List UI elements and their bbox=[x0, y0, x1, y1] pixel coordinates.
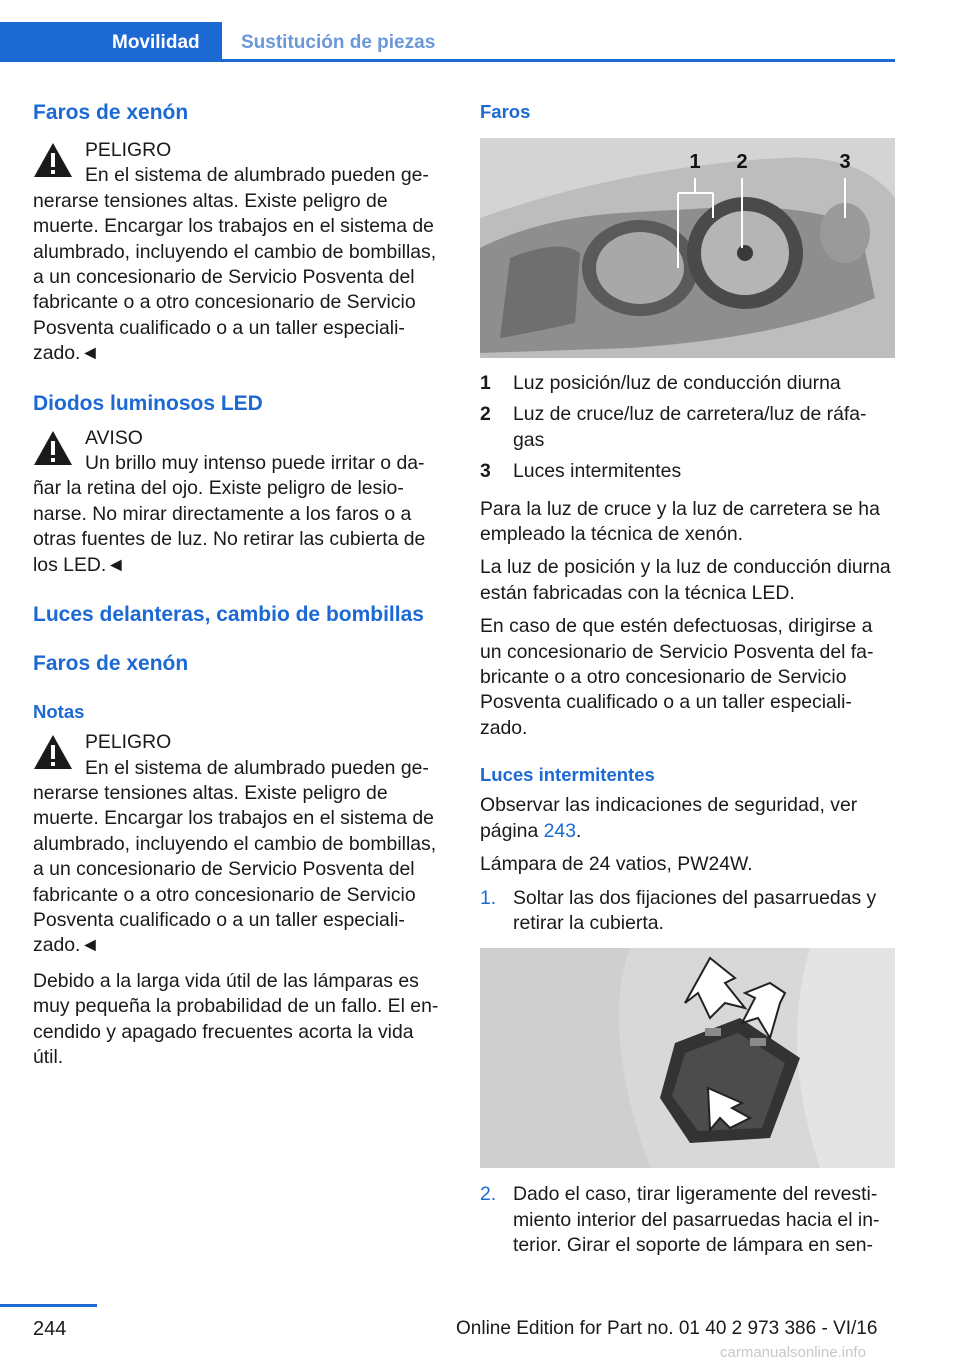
warning-text-first-line: En el sistema de alumbrado pueden ge- bbox=[85, 164, 429, 187]
step-text: Soltar las dos fijaciones del pasarruedas y retirar la cubierta. bbox=[513, 886, 877, 934]
figure-label-3: 3 bbox=[839, 151, 851, 173]
warning-label: PELIGRO bbox=[85, 139, 172, 161]
tab-sustitucion-de-piezas[interactable]: Sustitución de piezas bbox=[241, 32, 436, 53]
subsection-title-notas: Notas bbox=[33, 701, 85, 723]
legend-text: Luces intermitentes bbox=[513, 460, 682, 483]
page-link-243[interactable]: 243 bbox=[543, 819, 576, 842]
left-column bbox=[33, 100, 447, 1070]
warning-text: nerarse tensiones altas. Existe peligro de muerte. Encargar los trabajos en el sistema de alumbrado, incluyendo el cambio de bombillas, a un concesionario de Servicio Posventa del fabricante o a otro concesionario de Servicio Posventa cualificado o a un taller especiali-zado.◄ bbox=[33, 189, 437, 365]
step-text: Dado el caso, tirar ligeramente del revesti-miento interior del pasarruedas hacia el in-terior. Girar el soporte de lámpara en sen- bbox=[513, 1183, 880, 1257]
paragraph-seguridad-text: Observar las indicaciones de seguridad, ver página bbox=[480, 794, 858, 842]
figure-legend bbox=[480, 371, 894, 485]
paragraph-vida-util: Debido a la larga vida útil de las lámparas es muy pequeña la probabilidad de un fallo. El en-cendido y apagado frecuentes acorta la vida útil. bbox=[33, 969, 439, 1068]
watermark: carmanualsonline.info bbox=[720, 1344, 866, 1361]
warning-text: nerarse tensiones altas. Existe peligro de muerte. Encargar los trabajos en el sistema de alumbrado, incluyendo el cambio de bombillas, a un concesionario de Servicio Posventa del fabricante o a otro concesionario de Servicio Posventa cualificado o a un taller especiali-zado.◄ bbox=[33, 781, 437, 957]
step-number: 1. bbox=[480, 886, 497, 909]
legend-number: 3 bbox=[480, 460, 491, 483]
figure-label-1: 1 bbox=[689, 151, 701, 173]
warning-text-first-line: Un brillo muy intenso puede irritar o da- bbox=[85, 452, 425, 475]
paragraph-led: La luz de posición y la luz de conducción diurna están fabricadas con la técnica LED. bbox=[480, 556, 891, 604]
legend-text: Luz posición/luz de conducción diurna bbox=[513, 372, 841, 394]
step-item bbox=[480, 1182, 894, 1258]
section-title-faros-xenon-2: Faros de xenón bbox=[33, 652, 189, 676]
subsection-title-luces-intermitentes: Luces intermitentes bbox=[480, 764, 655, 786]
warning-label: PELIGRO bbox=[85, 731, 172, 754]
legend-item bbox=[480, 371, 894, 396]
edition-text: Online Edition for Part no. 01 40 2 973 386 - VI/16 bbox=[456, 1318, 878, 1339]
section-title-diodos-led: Diodos luminosos LED bbox=[33, 391, 263, 415]
warning-triangle-icon bbox=[33, 734, 73, 770]
paragraph-seguridad-end: . bbox=[575, 819, 582, 842]
warning-label: AVISO bbox=[85, 426, 143, 449]
figure-label-2: 2 bbox=[736, 151, 748, 173]
footer-rule bbox=[0, 1304, 97, 1307]
section-title-luces-delanteras: Luces delanteras, cambio de bombillas bbox=[33, 603, 424, 627]
warning-triangle-icon bbox=[33, 142, 73, 178]
paragraph-lampara: Lámpara de 24 vatios, PW24W. bbox=[480, 853, 753, 876]
legend-text: Luz de cruce/luz de carretera/luz de ráfa-gas bbox=[513, 403, 867, 451]
section-title-faros: Faros bbox=[480, 101, 531, 122]
page-number: 244 bbox=[33, 1318, 67, 1340]
tab-movilidad[interactable]: Movilidad bbox=[112, 32, 200, 53]
step-item bbox=[480, 886, 894, 937]
warning-text: ñar la retina del ojo. Existe peligro de lesio-narse. No mirar directamente a los faros o a otras fuentes de luz. No retirar las cubierta de los LED.◄ bbox=[33, 477, 426, 576]
legend-item bbox=[480, 402, 894, 453]
header-rule bbox=[222, 59, 895, 62]
page-header bbox=[0, 0, 895, 62]
legend-number: 1 bbox=[480, 372, 491, 394]
warning-text-first-line: En el sistema de alumbrado pueden ge- bbox=[85, 756, 429, 779]
warning-triangle-icon bbox=[33, 430, 73, 466]
step-number: 2. bbox=[480, 1183, 497, 1206]
warning-block-aviso bbox=[33, 426, 447, 477]
paragraph-seguridad bbox=[480, 793, 894, 844]
headlight-figure bbox=[480, 138, 895, 358]
warning-block-peligro-2 bbox=[33, 730, 447, 781]
paragraph-xenon: Para la luz de cruce y la luz de carretera se ha empleado la técnica de xenón. bbox=[480, 497, 880, 546]
legend-number: 2 bbox=[480, 403, 491, 426]
section-title-faros-xenon: Faros de xenón bbox=[33, 101, 189, 124]
warning-block-peligro bbox=[33, 138, 447, 189]
legend-item bbox=[480, 459, 894, 484]
right-column bbox=[480, 100, 894, 1259]
paragraph-defectuosas: En caso de que estén defectuosas, dirigirse a un concesionario de Servicio Posventa del fa-bricante o a otro concesionario de Servicio Posventa cualificado o a un taller especiali-zado. bbox=[480, 615, 874, 739]
wheel-arch-figure bbox=[480, 948, 895, 1168]
